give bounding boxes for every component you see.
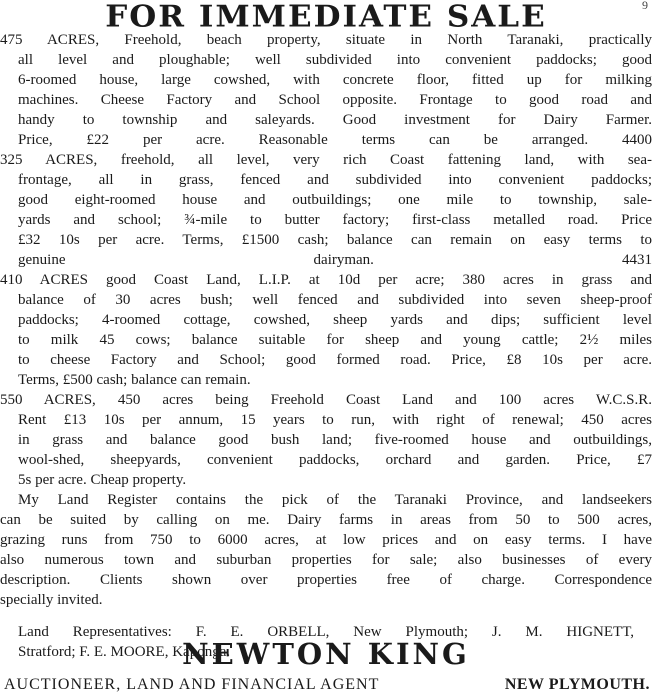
text-line: Land Representatives: F. E. ORBELL, New Plymouth; J. M. HIGNETT, [18,624,634,640]
text-line: also numerous town and suburban properties for sale; also businesses of every [0,552,652,568]
text-line: balance of 30 acres bush; well fenced and subdivided into seven sheep-proof [18,292,652,308]
text-line: machines. Cheese Factory and School opposite. Frontage to good road and [18,92,652,108]
text-line: handy to township and saleyards. Good investment for Dairy Farmer. [18,112,652,128]
footer [0,674,652,696]
text-line: Price, £22 per acre. Reasonable terms can be arranged. 4400 [18,132,652,148]
text-line: Rent £13 10s per annum, 15 years to run, with right of renewal; 450 acres [18,412,652,428]
text-line: in grass and balance good bush land; five-roomed house and outbuildings, [18,432,652,448]
text-line: can be suited by calling on me. Dairy farms in areas from 50 to 500 acres, [0,512,652,528]
text-line: 325 ACRES, freehold, all level, very rich Coast fattening land, with sea- [0,152,652,168]
text-line: 410 ACRES good Coast Land, L.I.P. at 10d per acre; 380 acres in grass and [0,272,652,288]
footer-title: AUCTIONEER, LAND AND FINANCIAL AGENT [4,676,380,693]
text-line: 550 ACRES, 450 acres being Freehold Coast Land and 100 acres W.C.S.R. [0,392,652,408]
text-line: to cheese Factory and School; good formed road. Price, £8 10s per acre. [18,352,652,368]
text-line: 475 ACRES, Freehold, beach property, situate in North Taranaki, practically [0,32,652,48]
text-line: genuine dairyman. 4431 [18,252,652,268]
headline: FOR IMMEDIATE SALE [105,0,547,35]
text-line: specially invited. [0,592,103,608]
text-line: to milk 45 cows; balance suitable for sheep and young cattle; 2½ miles [18,332,652,348]
text-line: description. Clients shown over properties free of charge. Correspondence [0,572,652,588]
agent-name: NEWTON KING [182,637,470,671]
footer-location: NEW PLYMOUTH. [504,676,650,693]
corner-mark: 9 [642,0,648,12]
text-line: grazing runs from 750 to 6000 acres, at low prices and on easy terms. I have [0,532,652,548]
text-line: 5s per acre. Cheap property. [18,472,187,488]
text-line: all level and ploughable; well subdivided into convenient paddocks; good [18,52,652,68]
text-line: wool-shed, sheepyards, convenient paddocks, orchard and garden. Price, £7 [18,452,652,468]
text-line: good eight-roomed house and outbuildings; one mile to township, sale- [18,192,652,208]
text-line: yards and school; ¾-mile to butter factory; first-class metalled road. Price [18,212,652,228]
text-line: frontage, all in grass, fenced and subdivided into convenient paddocks; [18,172,652,188]
text-line: paddocks; 4-roomed cottage, cowshed, sheep yards and dips; sufficient level [18,312,652,328]
text-line: Stratford; F. E. MOORE, Kaponga. [18,644,231,660]
text-line: 6-roomed house, large cowshed, with concrete floor, fitted up for milking [18,72,652,88]
text-line: £32 10s per acre. Terms, £1500 cash; balance can remain on easy terms to [18,232,652,248]
text-line: Terms, £500 cash; balance can remain. [18,372,251,388]
text-line: My Land Register contains the pick of the Taranaki Province, and landseekers [18,492,652,508]
